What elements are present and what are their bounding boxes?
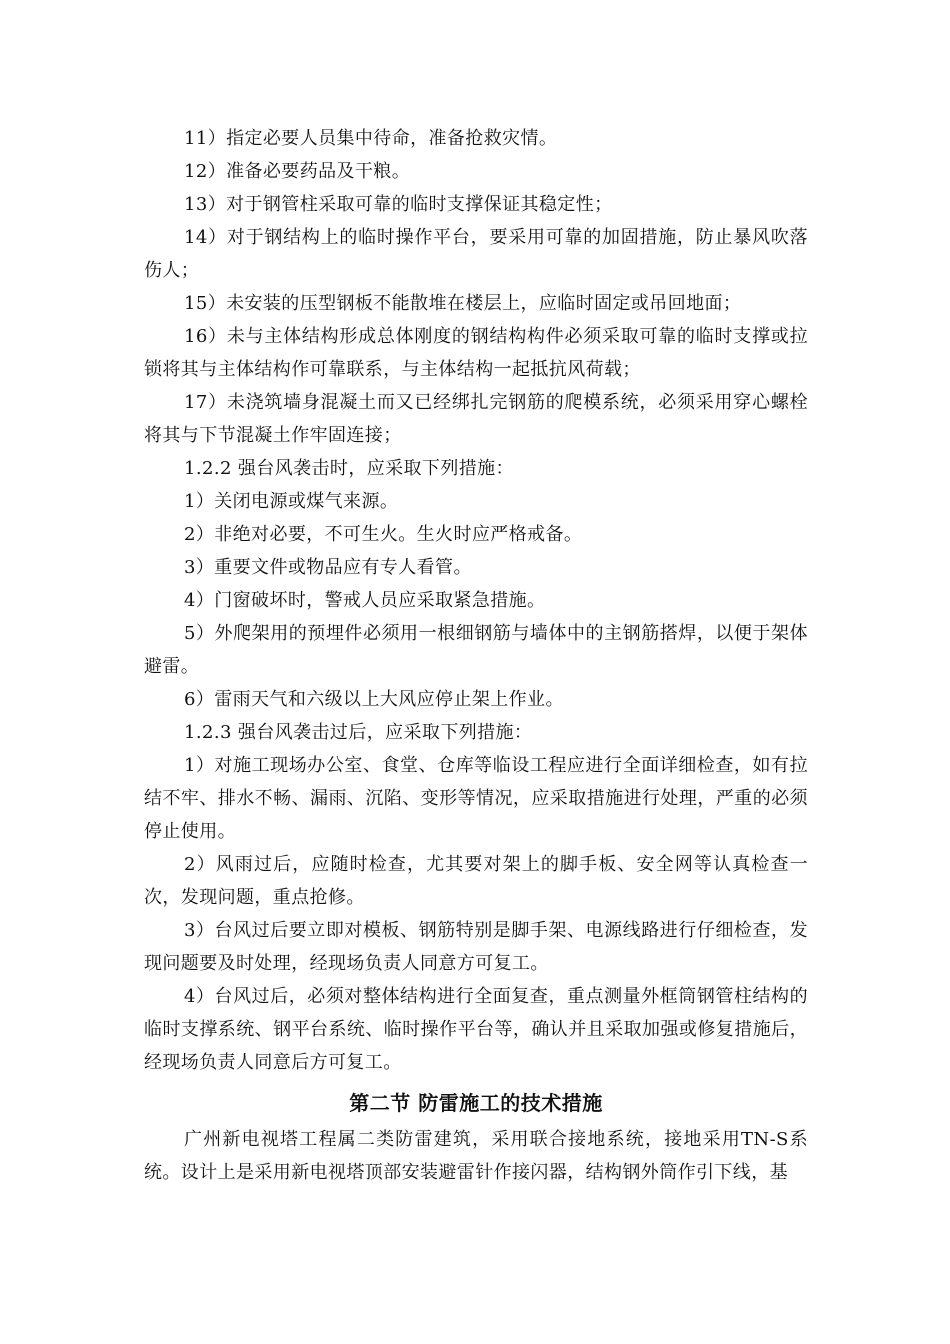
paragraph-item-14: 14）对于钢结构上的临时操作平台，要采用可靠的加固措施，防止暴风吹落伤人；: [144, 227, 808, 281]
subsection-heading-1-2-3: 1.2.3 强台风袭击过后，应采取下列措施：: [184, 722, 533, 743]
closing-paragraph: 广州新电视塔工程属二类防雷建筑，采用联合接地系统，接地采用TN-S系统。设计上是采用新电视塔顶部安装避雷针作接闪器，结构钢外筒作引下线，基: [144, 1129, 808, 1183]
list-item-during-1: 1）关闭电源或煤气来源。: [184, 491, 399, 512]
paragraph-item-17: 17）未浇筑墙身混凝土而又已经绑扎完钢筋的爬模系统，必须采用穿心螺栓将其与下节混凝土作牢固连接；: [144, 392, 808, 446]
list-item-during-2: 2）非绝对必要，不可生火。生火时应严格戒备。: [184, 524, 583, 545]
paragraph-item-16: 16）未与主体结构形成总体刚度的钢结构构件必须采取可靠的临时支撑或拉锁将其与主体结构作可靠联系，与主体结构一起抵抗风荷载；: [144, 326, 808, 380]
paragraph-item-12: 12）准备必要药品及干粮。: [184, 161, 411, 182]
list-item-during-4: 4）门窗破坏时，警戒人员应采取紧急措施。: [184, 590, 546, 611]
paragraph-item-11: 11）指定必要人员集中待命，准备抢救灾情。: [184, 128, 558, 149]
list-item-during-6: 6）雷雨天气和六级以上大风应停止架上作业。: [184, 689, 564, 710]
section-heading: 第二节 防雷施工的技术措施: [349, 1091, 603, 1115]
list-item-during-3: 3）重要文件或物品应有专人看管。: [184, 557, 472, 578]
list-item-after-3: 3）台风过后要立即对模板、钢筋特别是脚手架、电源线路进行仔细检查，发现问题要及时处理，经现场负责人同意方可复工。: [144, 920, 808, 974]
list-item-after-1: 1）对施工现场办公室、食堂、仓库等临设工程应进行全面详细检查，如有拉结不牢、排水不畅、漏雨、沉陷、变形等情况，应采取措施进行处理，严重的必须停止使用。: [144, 755, 808, 842]
list-item-after-4: 4）台风过后，必须对整体结构进行全面复查，重点测量外框筒钢管柱结构的临时支撑系统、钢平台系统、临时操作平台等，确认并且采取加强或修复措施后，经现场负责人同意后方可复工。: [144, 986, 808, 1073]
document-body: [144, 122, 808, 1189]
paragraph-item-15: 15）未安装的压型钢板不能散堆在楼层上，应临时固定或吊回地面；: [184, 293, 742, 314]
paragraph-item-13: 13）对于钢管柱采取可靠的临时支撑保证其稳定性；: [184, 194, 613, 215]
list-item-during-5: 5）外爬架用的预埋件必须用一根细钢筋与墙体中的主钢筋搭焊，以便于架体避雷。: [144, 623, 808, 677]
list-item-after-2: 2）风雨过后，应随时检查，尤其要对架上的脚手板、安全网等认真检查一次，发现问题，重点抢修。: [144, 854, 808, 908]
subsection-heading-1-2-2: 1.2.2 强台风袭击时，应采取下列措施：: [184, 458, 514, 479]
